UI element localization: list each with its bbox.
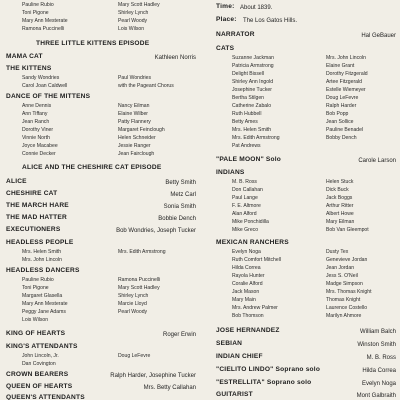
- cast-name: Evelyn Noga: [232, 249, 261, 255]
- cast-name: Patricia Armstrong: [232, 63, 274, 69]
- episode-heading: ALICE AND THE CHESHIRE CAT EPISODE: [22, 164, 162, 171]
- section-heading: QUEEN'S ATTENDANTS: [6, 394, 85, 400]
- cast-name: Ruth Comfort Mitchell: [232, 257, 281, 263]
- cast-name: Dan Covington: [22, 361, 56, 367]
- cast-name: Paul Wondries: [118, 75, 152, 81]
- role-player: Metz Carl: [170, 192, 196, 198]
- cast-name: F. E. Altmore: [232, 203, 261, 209]
- role-title: "CIELITO LINDO" Soprano solo: [216, 366, 321, 373]
- cast-name: Jean Fairclough: [118, 151, 155, 157]
- role-title: EXECUTIONERS: [6, 226, 61, 233]
- role-title: "PALE MOON" Solo: [216, 156, 282, 163]
- role-title: INDIAN CHIEF: [216, 353, 263, 360]
- cast-name: Ann Tiffany: [22, 111, 48, 117]
- cast-name: Helen Stuck: [326, 179, 354, 185]
- role-title: THE MARCH HARE: [6, 202, 69, 209]
- cast-name: Mrs. John Lincoln: [22, 257, 62, 263]
- cast-name: Peggy Jane Adams: [22, 309, 66, 315]
- cast-name: Mary Scott Hadley: [118, 285, 160, 291]
- role-player: Kathleen Norris: [154, 55, 196, 61]
- role-player: Winston Smith: [357, 342, 396, 348]
- cast-name: Bobby Dench: [326, 135, 357, 141]
- role-player: M. B. Ross: [366, 355, 396, 361]
- section-heading: THE KITTENS: [6, 65, 52, 72]
- role-player: Bob Wondries, Joseph Tucker: [116, 228, 196, 234]
- top-cast-name: Shirley Lynch: [118, 10, 149, 16]
- cast-name: Pauline Rubio: [22, 277, 54, 283]
- role-player: Evelyn Noga: [361, 381, 396, 387]
- cast-name: M. B. Ross: [232, 179, 257, 185]
- cast-name: Elaine Wilber: [118, 111, 149, 117]
- cast-name: Coralie Alford: [232, 281, 263, 287]
- role-title: NARRATOR: [216, 31, 255, 38]
- cast-name: Catherine Zabalo: [232, 103, 272, 109]
- cast-name: Paul Lange: [232, 195, 258, 201]
- cast-name: Laurence Costello: [326, 305, 368, 311]
- cast-name: Toni Pigone: [22, 285, 49, 291]
- cast-name: Don Callahan: [232, 187, 263, 193]
- cast-name: Bob Popp: [326, 111, 349, 117]
- cast-name: Pat Andrews: [232, 143, 261, 149]
- cast-name: Arthur Ritter: [326, 203, 354, 209]
- role-player: Carole Larson: [358, 158, 396, 164]
- cast-name: Helen Schneider: [118, 135, 156, 141]
- cast-name: Bob Van Gleempot: [326, 227, 369, 233]
- role-player: Hal GeBauer: [361, 33, 396, 39]
- top-cast-name: Pearl Woody: [118, 18, 148, 24]
- cast-name: Margaret Glasella: [22, 293, 63, 299]
- section-heading: HEADLESS PEOPLE: [6, 239, 74, 246]
- cast-name: Dorothy Fitzgerald: [326, 71, 368, 77]
- role-title: QUEEN OF HEARTS: [6, 383, 73, 390]
- cast-name: Shirley Lynch: [118, 293, 149, 299]
- cast-name: Ralph Harder: [326, 103, 357, 109]
- top-cast-name: Pauline Rubio: [22, 2, 54, 8]
- time-label: Time:: [216, 3, 235, 10]
- role-player: Bobbie Dench: [158, 216, 196, 222]
- cast-name: Hilda Correa: [232, 265, 261, 271]
- cast-name: Alan Alford: [232, 211, 257, 217]
- role-player: Mont Galbraith: [356, 393, 396, 399]
- cast-name: Dick Buck: [326, 187, 349, 193]
- cast-name: Carol Joan Caldwell: [22, 83, 68, 89]
- cast-name: Mary Main: [232, 297, 256, 303]
- cast-name: Vinnie North: [22, 135, 50, 141]
- role-title: "ESTRELLITA" Soprano solo: [216, 379, 312, 386]
- cast-name: Suzanne Jackman: [232, 55, 274, 61]
- cast-name: Anne Dennis: [22, 103, 52, 109]
- role-title: THE MAD HATTER: [6, 214, 67, 221]
- cast-name: Pauline Benadel: [326, 127, 364, 133]
- cast-name: with the Pageant Chorus: [118, 83, 174, 89]
- cast-name: Margaret Feinclough: [118, 127, 165, 133]
- cast-name: Estelle Wiemeyer: [326, 87, 366, 93]
- cast-name: Genevieve Jordan: [326, 257, 368, 263]
- cast-name: Connie Decker: [22, 151, 56, 157]
- role-player: William Balch: [359, 329, 396, 335]
- cast-name: Jack Mason: [232, 289, 260, 295]
- cast-name: Dorothy Viner: [22, 127, 54, 133]
- top-cast-name: Lois Wilson: [118, 26, 145, 32]
- section-heading: KING'S ATTENDANTS: [6, 343, 78, 350]
- cast-name: Jean Sollice: [326, 119, 354, 125]
- cast-name: Ramona Puccinelli: [118, 277, 161, 283]
- cast-name: Mary Ann Mesterate: [22, 301, 68, 307]
- cast-name: Sandy Wondries: [22, 75, 60, 81]
- section-heading: INDIANS: [216, 169, 245, 176]
- cast-name: Albert Howe: [326, 211, 354, 217]
- cast-name: Mary Eilman: [326, 219, 355, 225]
- cast-name: Jessie Ranger: [118, 143, 151, 149]
- role-player: Ralph Harder, Josephine Tucker: [110, 373, 196, 379]
- cast-name: Nancy Eilman: [118, 103, 150, 109]
- role-player: Mrs. Betty Callahan: [143, 385, 196, 391]
- episode-heading: THREE LITTLE KITTENS EPISODE: [36, 40, 150, 47]
- role-player: Roger Erwin: [162, 332, 196, 338]
- section-heading: HEADLESS DANCERS: [6, 267, 80, 274]
- cast-name: Mrs. Thomas Knight: [326, 289, 372, 295]
- role-player: Sonia Smith: [163, 204, 196, 210]
- cast-name: Marcie Lloyd: [118, 301, 147, 307]
- cast-name: Mrs. Edith Armstrong: [232, 135, 280, 141]
- cast-name: Mrs. Helen Smith: [22, 249, 62, 255]
- section-heading: MEXICAN RANCHERS: [216, 239, 289, 246]
- cast-name: Elaine Grant: [326, 63, 355, 69]
- cast-name: Dusty Tex: [326, 249, 349, 255]
- role-player: Hilda Correa: [362, 368, 396, 374]
- cast-name: Mrs. Andrew Palmer: [232, 305, 278, 311]
- cast-name: Pearl Woody: [118, 309, 148, 315]
- role-title: ALICE: [6, 178, 27, 185]
- place-value: The Los Gatos Hills.: [243, 18, 298, 24]
- cast-name: Mike Ponchidilla: [232, 219, 269, 225]
- role-title: CROWN BEARERS: [6, 371, 69, 378]
- cast-name: Artee Fitzgerald: [326, 79, 362, 85]
- role-player: Betty Smith: [165, 180, 196, 186]
- top-cast-name: Mary Ann Mesterate: [22, 18, 68, 24]
- cast-name: Bertha Stilgen: [232, 95, 264, 101]
- cast-name: Mrs. Helen Smith: [232, 127, 272, 133]
- time-value: About 1839.: [240, 5, 273, 11]
- role-title: MAMA CAT: [6, 53, 43, 60]
- cast-name: Mrs. Edith Armstrong: [118, 249, 166, 255]
- cast-name: Ruth Hubbell: [232, 111, 262, 117]
- cast-name: Shirley Ann Ingold: [232, 79, 274, 85]
- cast-name: Patty Flannery: [118, 119, 151, 125]
- cast-name: Delight Bissell: [232, 71, 264, 77]
- cast-name: Jess S. O'Neil: [326, 273, 358, 279]
- cast-name: Jack Boggs: [326, 195, 353, 201]
- cast-name: Jean Ranch: [22, 119, 50, 125]
- role-title: CHESHIRE CAT: [6, 190, 58, 197]
- cast-name: Thomas Knight: [326, 297, 361, 303]
- cast-name: Doug LeFevre: [118, 353, 151, 359]
- role-title: SEBIAN: [216, 340, 243, 347]
- role-title: GUITARIST: [216, 391, 253, 398]
- top-cast-name: Mary Scott Hadley: [118, 2, 160, 8]
- cast-name: Jean Jordan: [326, 265, 355, 271]
- role-title: JOSE HERNANDEZ: [216, 327, 280, 334]
- cast-name: Bob Thomson: [232, 313, 264, 319]
- top-cast-name: Toni Pigone: [22, 10, 49, 16]
- cast-name: Rayola Hunter: [232, 273, 265, 279]
- section-heading: CATS: [216, 45, 235, 52]
- cast-name: Marilyn Ahmore: [326, 313, 362, 319]
- cast-name: Joyce Macabee: [22, 143, 58, 149]
- cast-name: Lois Wilson: [22, 317, 49, 323]
- section-heading: DANCE OF THE MITTENS: [6, 93, 91, 100]
- cast-name: Josephine Tucker: [232, 87, 272, 93]
- cast-name: Betty Ames: [232, 119, 258, 125]
- cast-name: Mrs. John Lincoln: [326, 55, 366, 61]
- place-label: Place:: [216, 16, 237, 23]
- cast-name: Madge Simpson: [326, 281, 363, 287]
- cast-name: Doug LeFevre: [326, 95, 359, 101]
- role-title: KING OF HEARTS: [6, 330, 66, 337]
- top-cast-name: Ramona Puccinelli: [22, 26, 65, 32]
- cast-name: John Lincoln, Jr.: [22, 353, 59, 359]
- cast-name: Mike Greco: [232, 227, 259, 233]
